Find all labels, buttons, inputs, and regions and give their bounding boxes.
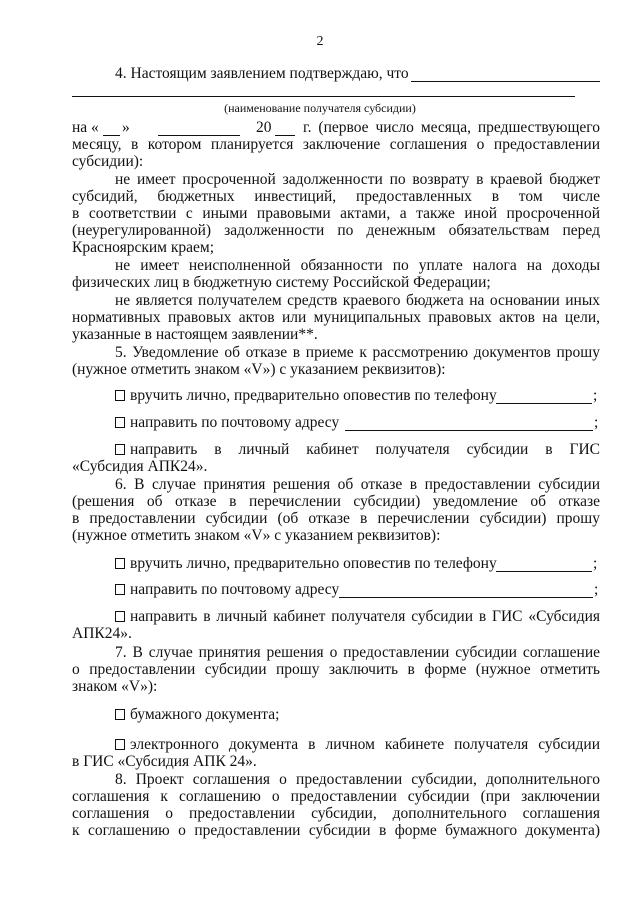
p5-post-checkbox[interactable] [115, 417, 125, 428]
month-field[interactable] [158, 122, 240, 136]
p4-head: 4. Настоящим заявлением подтверждаю, что [115, 65, 409, 82]
year-prefix: 20 [256, 119, 272, 136]
date-open-quote: на « [72, 119, 99, 136]
p5-phone-field[interactable] [496, 390, 592, 404]
p5-cabinet-checkbox[interactable] [115, 444, 125, 455]
p5-cabinet-label: направить в личный кабинет получателя субсидии в ГИС [130, 441, 600, 458]
p7-paper-label: бумажного документа; [130, 706, 280, 723]
p6-cabinet-checkbox[interactable] [115, 611, 125, 622]
date-note: г. (первое число месяца, предшествующего [303, 119, 600, 136]
p5-hand-label: вручить лично, предварительно оповестив по телефону [130, 387, 497, 404]
document-page: 2 4. Настоящим заявлением подтверждаю, что (наименование получателя субсидии) на « » 20 г. (первое число месяца, предшествующего месяцу, в котором планируется заключение соглашения о предоставлении субсидии): не имеет просроченной задолженности по возврату в краевой бюджет субсидий, бюджетных инвестиций, предоставленных в том числе в соответствии с иными правовыми актами, а также иной просроченной (неурегулированной) задолженности по денежным обязательствам перед Красноярским краем; не имеет неисполненной обязанности по уплате налога на доходы физических лиц в бюджетную систему Российской Федерации; не является получателем средств краевого бюджета на основании иных нормативных правовых актов или муниципальных правовых актов на цели, указанные в настоящем заявлении**. 5. Уведомление об отказе в приеме к рассмотрению документов прошу (нужное отметить знаком «V») с указанием реквизитов): вручить лично, предварительно оповестив по телефону ; направить по почтовому адресу ; направить в личный кабинет получателя субсидии в ГИС «Субсидия АПК24». 6. В случае принятия решения об отказе в предоставлении субсидии (решения об отказе в перечислении субсидии) уведомление об отказе в предоставлении субсидии (об отказе в перечислении субсидии) прошу (нужное отметить знаком «V» с указанием реквизитов): вручить лично, предварительно оповестив по телефону ; направить по почтовому адресу ; направить в личный кабинет получателя субсидии в ГИС «Субсидия АПК24». 7. В случае принятия решения о предоставлении субсидии соглашение о предоставлении субсидии прошу заключить в форме (нужное отметить знаком «V»): бумажного документа; электронного документа в личном кабинете получателя субсидии в ГИС «Субсидия АПК 24». 8. Проект соглашения о предоставлении субсидии, дополнительного соглашения к соглашению о предоставлении субсидии (при заключении соглашения о предоставлении субсидии, дополнительного соглашения к соглашению о предоставлении субсидии в форме бумажного документа) [0, 0, 640, 905]
p6-address-field[interactable] [339, 584, 593, 598]
p6-post-label: направить по почтовому адресу [130, 581, 340, 598]
p6-hand-checkbox[interactable] [115, 558, 125, 569]
page-number: 2 [316, 34, 324, 49]
recipient-caption: (наименование получателя субсидии) [224, 101, 416, 115]
p6-phone-field[interactable] [496, 558, 592, 572]
p6-post-checkbox[interactable] [115, 584, 125, 595]
p5-post-label: направить по почтовому адресу [130, 414, 340, 431]
recipient-name-field[interactable] [411, 68, 600, 82]
p6-cabinet-label: направить в личный кабинет получателя субсидии в ГИС «Субсидия [130, 608, 600, 625]
recipient-name-field-line2[interactable] [72, 96, 575, 97]
p7-electronic-label: электронного документа в личном кабинете получателя субсидии [130, 736, 600, 753]
year-field[interactable] [275, 122, 295, 136]
p5-address-field[interactable] [345, 417, 593, 431]
p7-paper-checkbox[interactable] [115, 709, 125, 720]
p6-hand-label: вручить лично, предварительно оповестив по телефону [130, 555, 497, 572]
p5-hand-checkbox[interactable] [115, 390, 125, 401]
day-field[interactable] [103, 122, 120, 136]
p7-electronic-checkbox[interactable] [115, 739, 125, 750]
date-close-quote: » [122, 119, 130, 136]
